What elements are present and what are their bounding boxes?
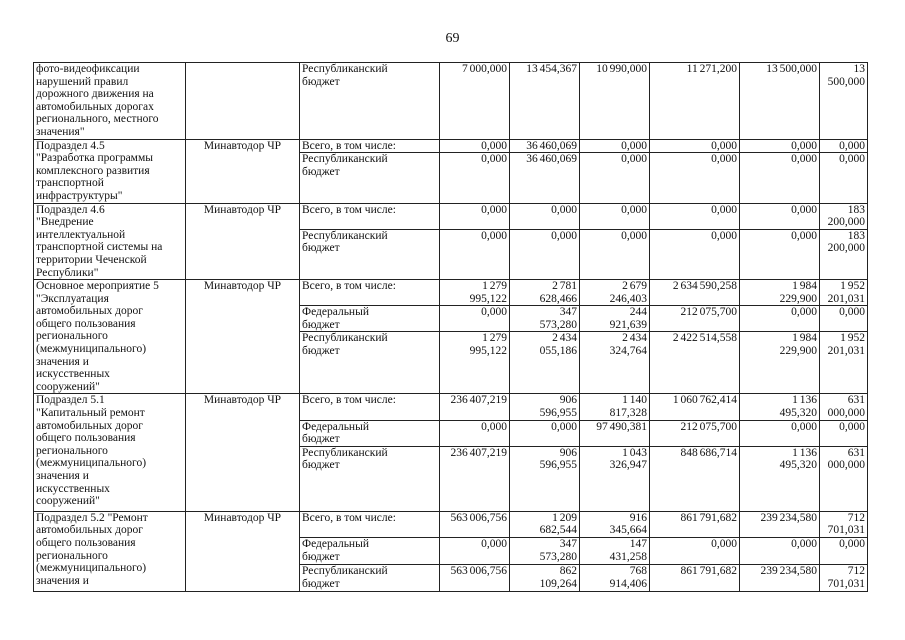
value-cell: 2 781 628,466 (510, 280, 580, 306)
funding-source-cell: Республиканский бюджет (300, 446, 440, 511)
value-cell: 0,000 (440, 538, 510, 565)
funding-source-cell: Республиканский бюджет (300, 229, 440, 279)
value-cell: 11 271,200 (650, 63, 740, 140)
value-cell: 0,000 (510, 229, 580, 279)
value-cell: 1 984 229,900 (740, 332, 820, 394)
table-row (34, 203, 868, 229)
value-cell: 563 006,756 (440, 565, 510, 592)
section-cell: Подраздел 5.2 "Ремонт автомобильных дорог общего пользования регионального (межмуниципального) значения и (34, 511, 186, 591)
value-cell: 0,000 (820, 153, 868, 203)
value-cell: 183 200,000 (820, 229, 868, 279)
value-cell: 13 500,000 (820, 63, 868, 140)
value-cell: 10 990,000 (580, 63, 650, 140)
value-cell: 236 407,219 (440, 446, 510, 511)
value-cell: 147 431,258 (580, 538, 650, 565)
value-cell: 2 434 324,764 (580, 332, 650, 394)
page-number: 69 (445, 31, 460, 46)
value-cell: 0,000 (580, 153, 650, 203)
value-cell: 0,000 (820, 139, 868, 153)
value-cell: 0,000 (650, 203, 740, 229)
value-cell: 0,000 (580, 203, 650, 229)
value-cell: 0,000 (510, 420, 580, 446)
value-cell: 0,000 (650, 153, 740, 203)
value-cell: 1 279 995,122 (440, 280, 510, 306)
value-cell: 0,000 (580, 139, 650, 153)
value-cell: 0,000 (440, 203, 510, 229)
value-cell: 36 460,069 (510, 139, 580, 153)
value-cell: 239 234,580 (740, 511, 820, 537)
funding-source-cell: Республиканский бюджет (300, 332, 440, 394)
value-cell: 0,000 (650, 229, 740, 279)
value-cell: 0,000 (440, 139, 510, 153)
value-cell: 0,000 (740, 153, 820, 203)
funding-source-cell: Всего, в том числе: (300, 394, 440, 420)
value-cell: 0,000 (740, 306, 820, 332)
value-cell: 861 791,682 (650, 565, 740, 592)
value-cell: 0,000 (740, 538, 820, 565)
value-cell: 2 434 055,186 (510, 332, 580, 394)
executor-cell: Минавтодор ЧР (186, 394, 300, 511)
value-cell: 2 634 590,258 (650, 280, 740, 306)
value-cell: 1 136 495,320 (740, 446, 820, 511)
executor-cell: Минавтодор ЧР (186, 280, 300, 394)
executor-cell: Минавтодор ЧР (186, 203, 300, 280)
value-cell: 1 209 682,544 (510, 511, 580, 537)
value-cell: 0,000 (440, 306, 510, 332)
value-cell: 1 952 201,031 (820, 332, 868, 394)
value-cell: 239 234,580 (740, 565, 820, 592)
section-cell: фото-видеофиксации нарушений правил дорожного движения на автомобильных дорогах регионального, местного значения" (34, 63, 186, 140)
value-cell: 0,000 (440, 153, 510, 203)
value-cell: 862 109,264 (510, 565, 580, 592)
value-cell: 1 952 201,031 (820, 280, 868, 306)
value-cell: 563 006,756 (440, 511, 510, 537)
executor-cell: Минавтодор ЧР (186, 511, 300, 591)
value-cell: 97 490,381 (580, 420, 650, 446)
table-row (34, 63, 868, 140)
value-cell: 0,000 (740, 420, 820, 446)
funding-source-cell: Всего, в том числе: (300, 203, 440, 229)
value-cell: 0,000 (820, 306, 868, 332)
table-row (34, 280, 868, 306)
value-cell: 0,000 (510, 203, 580, 229)
value-cell: 0,000 (820, 420, 868, 446)
value-cell: 0,000 (820, 538, 868, 565)
value-cell: 631 000,000 (820, 446, 868, 511)
value-cell: 347 573,280 (510, 306, 580, 332)
value-cell: 0,000 (440, 420, 510, 446)
value-cell: 236 407,219 (440, 394, 510, 420)
value-cell: 1 043 326,947 (580, 446, 650, 511)
funding-source-cell: Всего, в том числе: (300, 280, 440, 306)
value-cell: 916 345,664 (580, 511, 650, 537)
value-cell: 36 460,069 (510, 153, 580, 203)
funding-source-cell: Республиканский бюджет (300, 565, 440, 592)
value-cell: 712 701,031 (820, 511, 868, 537)
value-cell: 212 075,700 (650, 306, 740, 332)
value-cell: 1 984 229,900 (740, 280, 820, 306)
value-cell: 1 060 762,414 (650, 394, 740, 420)
funding-source-cell: Всего, в том числе: (300, 139, 440, 153)
funding-source-cell: Федеральный бюджет (300, 538, 440, 565)
funding-source-cell: Федеральный бюджет (300, 306, 440, 332)
funding-source-cell: Республиканский бюджет (300, 63, 440, 140)
value-cell: 712 701,031 (820, 565, 868, 592)
value-cell: 0,000 (440, 229, 510, 279)
budget-table (33, 62, 868, 592)
value-cell: 7 000,000 (440, 63, 510, 140)
value-cell: 13 454,367 (510, 63, 580, 140)
value-cell: 0,000 (740, 229, 820, 279)
table-row (34, 394, 868, 420)
value-cell: 768 914,406 (580, 565, 650, 592)
value-cell: 0,000 (740, 203, 820, 229)
value-cell: 1 140 817,328 (580, 394, 650, 420)
executor-cell (186, 63, 300, 140)
value-cell: 2 679 246,403 (580, 280, 650, 306)
value-cell: 0,000 (650, 139, 740, 153)
value-cell: 0,000 (740, 139, 820, 153)
section-cell: Подраздел 4.6 "Внедрение интеллектуальной транспортной системы на территории Чеченской Республики" (34, 203, 186, 280)
funding-source-cell: Федеральный бюджет (300, 420, 440, 446)
value-cell: 1 279 995,122 (440, 332, 510, 394)
value-cell: 13 500,000 (740, 63, 820, 140)
value-cell: 1 136 495,320 (740, 394, 820, 420)
value-cell: 347 573,280 (510, 538, 580, 565)
table-body (34, 63, 868, 592)
section-cell: Подраздел 5.1 "Капитальный ремонт автомобильных дорог общего пользования регионального (межмуниципального) значения и искусственных сооружений" (34, 394, 186, 511)
value-cell: 906 596,955 (510, 394, 580, 420)
executor-cell: Минавтодор ЧР (186, 139, 300, 203)
value-cell: 244 921,639 (580, 306, 650, 332)
funding-source-cell: Республиканский бюджет (300, 153, 440, 203)
table-row (34, 511, 868, 537)
value-cell: 0,000 (580, 229, 650, 279)
value-cell: 2 422 514,558 (650, 332, 740, 394)
funding-source-cell: Всего, в том числе: (300, 511, 440, 537)
value-cell: 861 791,682 (650, 511, 740, 537)
table-row (34, 139, 868, 153)
value-cell: 212 075,700 (650, 420, 740, 446)
value-cell: 631 000,000 (820, 394, 868, 420)
value-cell: 848 686,714 (650, 446, 740, 511)
value-cell: 0,000 (650, 538, 740, 565)
section-cell: Основное мероприятие 5 "Эксплуатация автомобильных дорог общего пользования регионального (межмуниципального) значения и искусственных сооружений" (34, 280, 186, 394)
value-cell: 183 200,000 (820, 203, 868, 229)
value-cell: 906 596,955 (510, 446, 580, 511)
section-cell: Подраздел 4.5 "Разработка программы комплексного развития транспортной инфраструктуры" (34, 139, 186, 203)
